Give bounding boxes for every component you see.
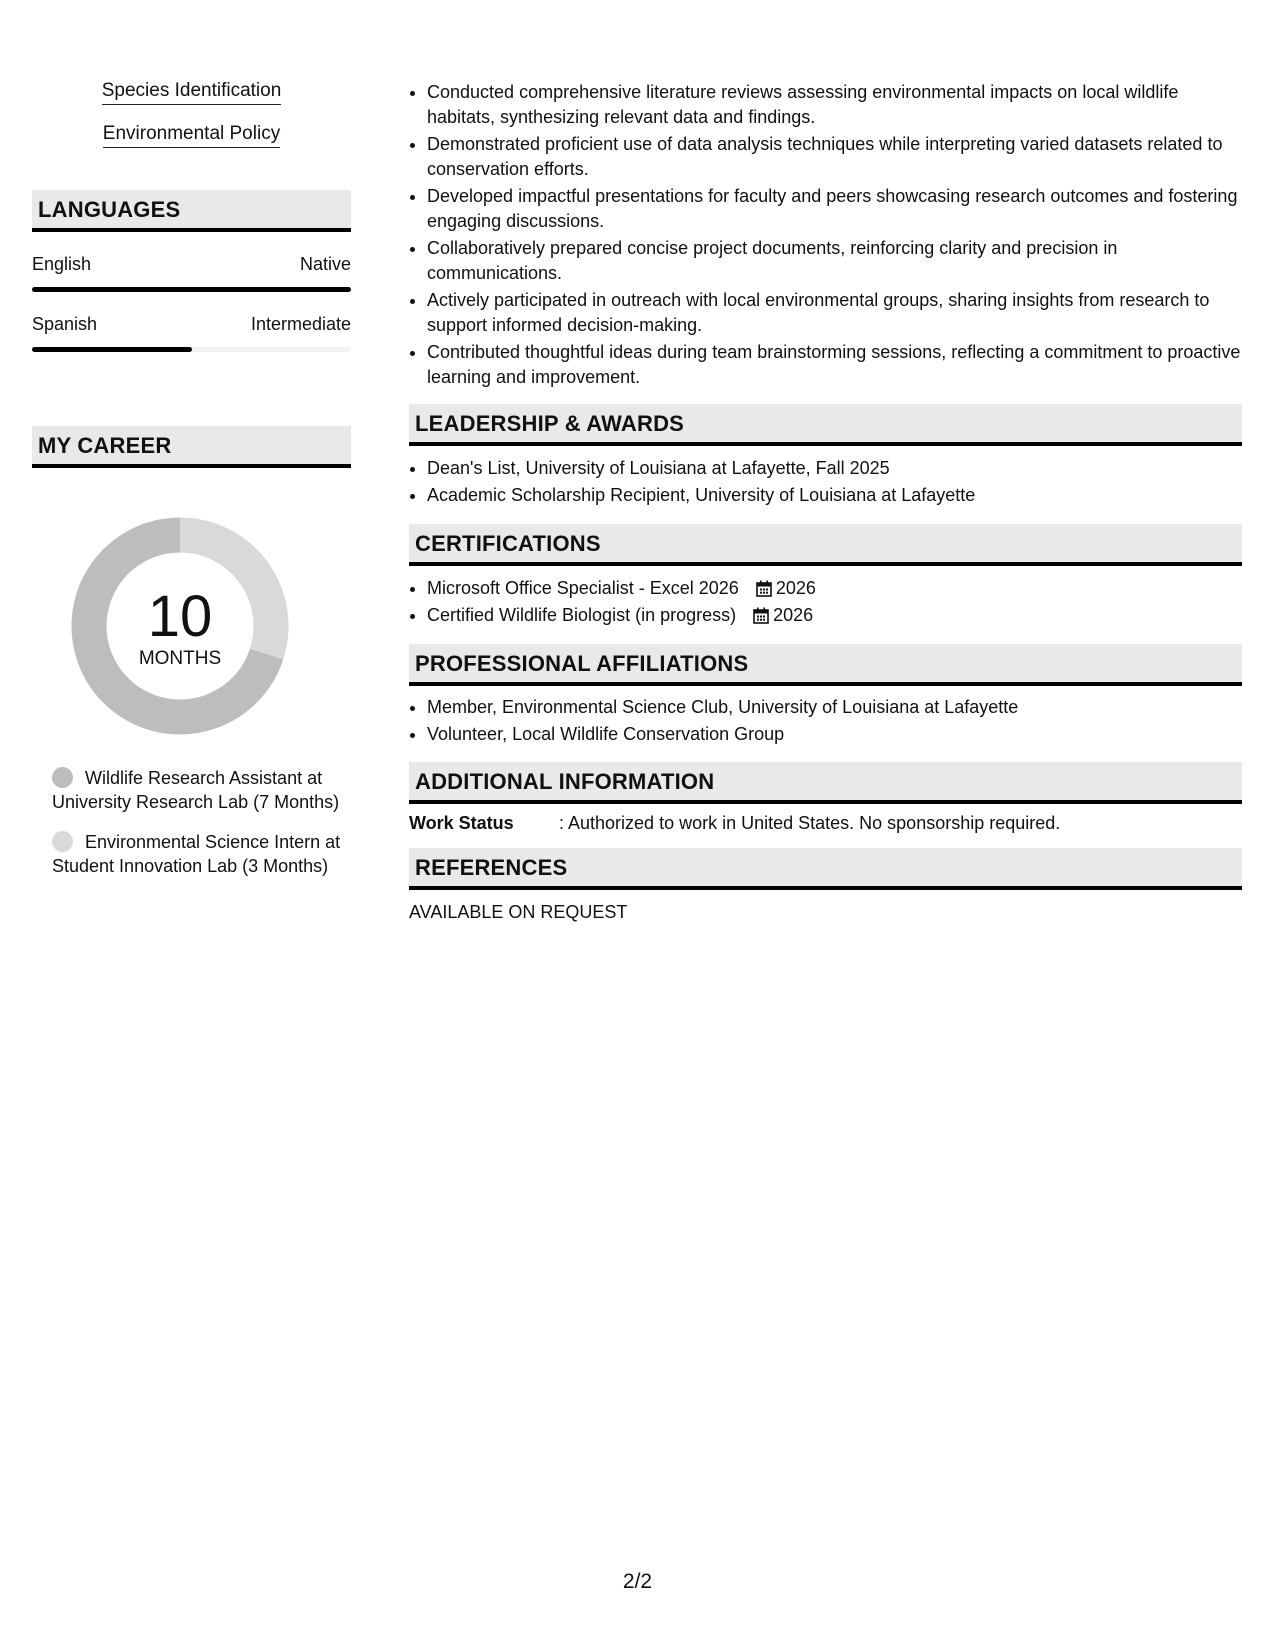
career-legend-dot: [52, 831, 73, 852]
career-total-unit: MONTHS: [138, 648, 222, 669]
skill-label: Species Identification: [102, 80, 282, 105]
additional-info-heading: ADDITIONAL INFORMATION: [409, 762, 1242, 804]
work-status-label: Work Status: [409, 813, 514, 833]
experience-bullets: [409, 80, 1242, 389]
work-status-value: : Authorized to work in United States. No sponsorship required.: [559, 813, 1061, 833]
list-item: • Collaboratively prepared concise project documents, reinforcing clarity and precision in communications.: [427, 236, 1242, 285]
language-item: [32, 254, 351, 292]
language-bar: [32, 287, 351, 292]
skill-item: [32, 123, 351, 148]
career-donut: [66, 512, 294, 740]
leadership-heading: LEADERSHIP & AWARDS: [409, 404, 1242, 446]
skill-label: Environmental Policy: [103, 123, 280, 148]
career-total-value: 10: [147, 584, 213, 649]
list-item: • Demonstrated proficient use of data analysis techniques while interpreting varied datasets related to conservation efforts.: [427, 132, 1242, 181]
certifications-list: [409, 576, 1242, 627]
list-item: • Academic Scholarship Recipient, University of Louisiana at Lafayette: [427, 483, 1242, 508]
career-item-label: Wildlife Research Assistant at University Research Lab (7 Months): [52, 768, 340, 812]
language-bar-fill: [32, 287, 351, 292]
certification-year: 2026: [773, 604, 814, 625]
skill-item: [32, 80, 351, 105]
language-name: English: [32, 254, 92, 274]
list-item: • Dean's List, University of Louisiana at Lafayette, Fall 2025: [427, 456, 1242, 481]
references-heading: REFERENCES: [409, 848, 1242, 890]
references-text: AVAILABLE ON REQUEST: [409, 902, 628, 922]
list-item: • Contributed thoughtful ideas during team brainstorming sessions, reflecting a commitment to proactive learning and improvement.: [427, 340, 1242, 389]
languages-heading: LANGUAGES: [32, 190, 351, 232]
career-item-label: Environmental Science Intern at Student Innovation Lab (3 Months): [52, 832, 341, 876]
career-item: [32, 766, 351, 814]
list-item: • Volunteer, Local Wildlife Conservation Group: [427, 722, 1242, 747]
work-status-row: [409, 813, 1242, 834]
list-item: • Actively participated in outreach with local environmental groups, sharing insights from research to support informed decision-making.: [427, 288, 1242, 337]
list-item: [427, 603, 1242, 628]
calendar-icon: [756, 580, 772, 597]
calendar-icon: [753, 607, 769, 624]
affiliations-heading: PROFESSIONAL AFFILIATIONS: [409, 644, 1242, 686]
right-column: [409, 80, 1242, 923]
left-column: [32, 80, 351, 878]
language-name: Spanish: [32, 314, 98, 334]
affiliations-list: [409, 695, 1242, 746]
certification-name: Certified Wildlife Biologist (in progress): [427, 604, 737, 625]
career-item: [32, 830, 351, 878]
language-level: Intermediate: [250, 314, 351, 334]
certifications-heading: CERTIFICATIONS: [409, 524, 1242, 566]
list-item: • Conducted comprehensive literature reviews assessing environmental impacts on local wildlife habitats, synthesizing relevant data and findings.: [427, 80, 1242, 129]
page-number: 2/2: [622, 1570, 653, 1593]
career-heading: MY CAREER: [32, 426, 351, 468]
career-total: [66, 584, 294, 670]
list-item: • Developed impactful presentations for faculty and peers showcasing research outcomes and fostering engaging discussions.: [427, 184, 1242, 233]
language-bar-fill: [32, 347, 192, 352]
language-item: [32, 314, 351, 352]
language-row: [32, 254, 351, 275]
leadership-list: [409, 456, 1242, 507]
language-row: [32, 314, 351, 335]
list-item: [427, 576, 1242, 601]
certification-year: 2026: [775, 578, 816, 598]
language-bar: [32, 347, 351, 352]
career-legend-dot: [52, 767, 73, 788]
certification-name: Microsoft Office Specialist - Excel 2026: [427, 578, 739, 598]
list-item: • Member, Environmental Science Club, University of Louisiana at Lafayette: [427, 695, 1242, 720]
language-level: Native: [299, 254, 351, 274]
